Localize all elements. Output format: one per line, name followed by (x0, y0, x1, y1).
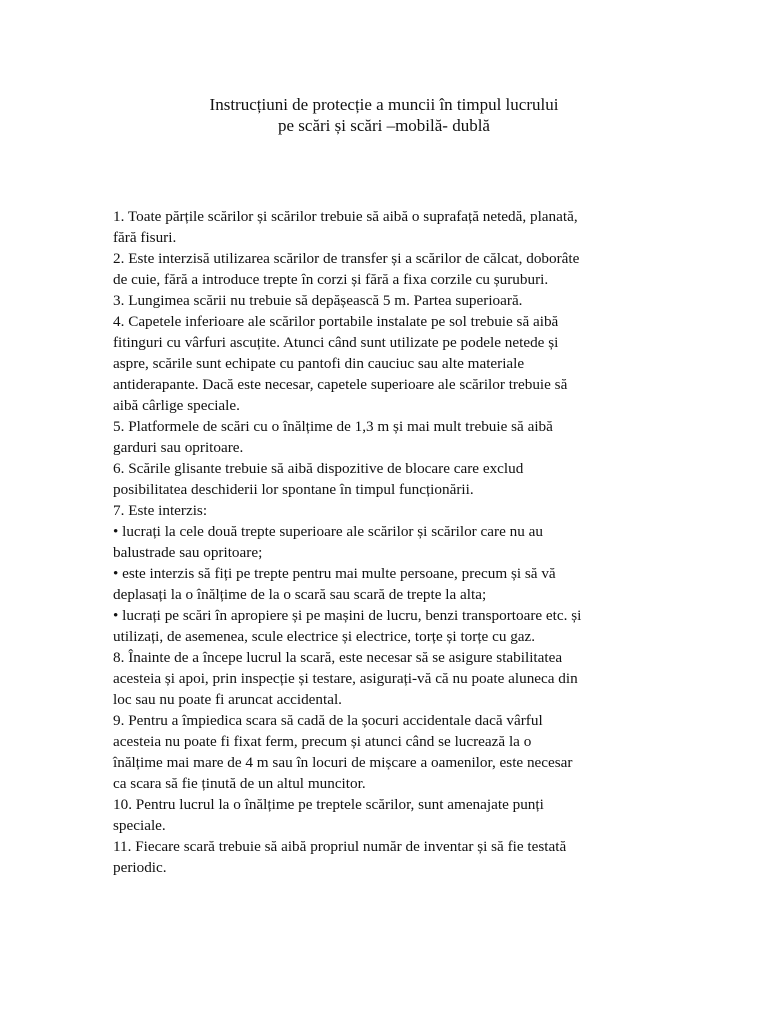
body-line: de cuie, fără a introduce trepte în corzi și fără a fixa corzile cu șuruburi. (113, 271, 549, 288)
body-line: 1. Toate părțile scărilor și scărilor trebuie să aibă o suprafață netedă, planată, (113, 208, 578, 225)
title-line-2: pe scări și scări –mobilă- dublă (278, 116, 490, 135)
body-line: 9. Pentru a împiedica scara să cadă de la șocuri accidentale dacă vârful (113, 712, 543, 729)
body-line: antiderapante. Dacă este necesar, capetele superioare ale scărilor trebuie să (113, 376, 568, 393)
body-line: utilizați, de asemenea, scule electrice și electrice, torțe și torțe cu gaz. (113, 628, 536, 645)
body-line: 7. Este interzis: (113, 502, 208, 519)
body-line: deplasați la o înălțime de la o scară sau scară de trepte la alta; (113, 586, 487, 603)
document-title (0, 94, 768, 136)
body-line: • lucrați pe scări în apropiere și pe mașini de lucru, benzi transportoare etc. și (113, 607, 582, 624)
body-line: loc sau nu poate fi aruncat accidental. (113, 691, 342, 708)
body-line: garduri sau opritoare. (113, 439, 244, 456)
body-line: fără fisuri. (113, 229, 177, 246)
body-line: aspre, scările sunt echipate cu pantofi din cauciuc sau alte materiale (113, 355, 525, 372)
body-line: posibilitatea deschiderii lor spontane în timpul funcționării. (113, 481, 474, 498)
body-line: acesteia și apoi, prin inspecție și testare, asigurați-vă că nu poate aluneca din (113, 670, 578, 687)
body-line: balustrade sau opritoare; (113, 544, 263, 561)
body-line: speciale. (113, 817, 166, 834)
body-line: 8. Înainte de a începe lucrul la scară, este necesar să se asigure stabilitatea (113, 649, 563, 666)
body-line: ca scara să fie ținută de un altul muncitor. (113, 775, 366, 792)
body-line: 5. Platformele de scări cu o înălțime de 1,3 m și mai mult trebuie să aibă (113, 418, 553, 435)
body-line: 3. Lungimea scării nu trebuie să depășească 5 m. Partea superioară. (113, 292, 523, 309)
body-line: aibă cârlige speciale. (113, 397, 240, 414)
body-line: 2. Este interzisă utilizarea scărilor de transfer și a scărilor de călcat, doborâte (113, 250, 580, 267)
body-line: 10. Pentru lucrul la o înălțime pe treptele scărilor, sunt amenajate punți (113, 796, 544, 813)
document-body (113, 206, 673, 878)
body-line: acesteia nu poate fi fixat ferm, precum și atunci când se lucrează la o (113, 733, 532, 750)
body-line: • lucrați la cele două trepte superioare ale scărilor și scărilor care nu au (113, 523, 543, 540)
body-line: • este interzis să fiți pe trepte pentru mai multe persoane, precum și să vă (113, 565, 556, 582)
body-line: 6. Scările glisante trebuie să aibă dispozitive de blocare care exclud (113, 460, 524, 477)
body-line: 11. Fiecare scară trebuie să aibă propriul număr de inventar și să fie testată (113, 838, 567, 855)
title-line-1: Instrucțiuni de protecție a muncii în timpul lucrului (209, 95, 559, 114)
body-line: periodic. (113, 859, 167, 876)
body-line: înălțime mai mare de 4 m sau în locuri de mișcare a oamenilor, este necesar (113, 754, 573, 771)
body-line: fitinguri cu vârfuri ascuțite. Atunci când sunt utilizate pe podele netede și (113, 334, 559, 351)
body-line: 4. Capetele inferioare ale scărilor portabile instalate pe sol trebuie să aibă (113, 313, 559, 330)
